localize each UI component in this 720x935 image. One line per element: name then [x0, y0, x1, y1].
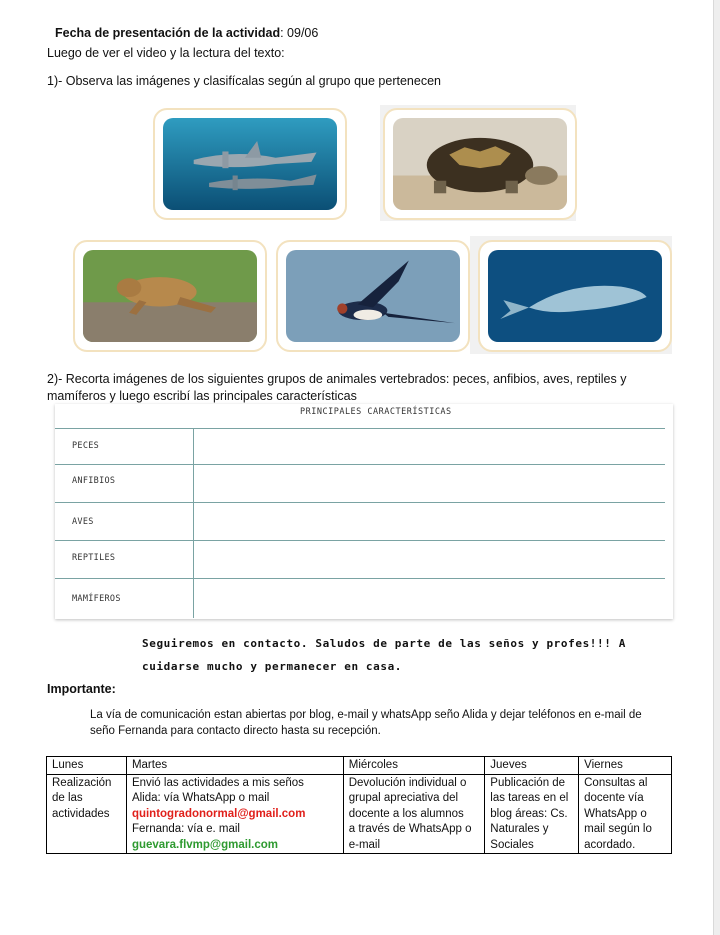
email-link-guevara[interactable]: guevara.flvmp@gmail.com — [131, 838, 279, 851]
question-1: 1)- Observa las imágenes y clasifícalas según al grupo que pertenecen — [47, 74, 441, 88]
closing-message-line1: Seguiremos en contacto. Saludos de parte de las seños y profes!!! A — [142, 637, 626, 650]
schedule-table — [46, 756, 672, 854]
row-label-peces: PECES — [72, 441, 100, 451]
cell-line: acordado. — [584, 838, 636, 851]
cell-line: mail según lo — [584, 823, 652, 835]
shark-image — [163, 118, 337, 210]
table-row — [47, 757, 672, 775]
cell-line: Envió las actividades a mis seños — [131, 776, 304, 789]
worksheet-rule — [55, 464, 665, 465]
worksheet-rule — [55, 428, 665, 429]
whale-image — [488, 250, 662, 342]
cell-line: Alida: vía WhatsApp o mail — [131, 792, 270, 804]
header-miercoles: Miércoles — [343, 757, 485, 775]
cell-line: Devolución individual o — [348, 776, 467, 789]
cell-line: blog áreas: Cs. — [490, 807, 568, 820]
image-frame-tortoise — [383, 108, 577, 220]
date-value: : 09/06 — [280, 26, 319, 40]
date-label: Fecha de presentación de la actividad — [55, 26, 281, 40]
date-line — [55, 25, 318, 41]
row-label-reptiles: REPTILES — [72, 553, 116, 563]
characteristics-worksheet — [55, 404, 673, 619]
worksheet-rule — [55, 502, 665, 503]
header-viernes: Viernes — [579, 757, 672, 775]
swallow-image — [286, 250, 460, 342]
cell-martes — [126, 774, 343, 854]
tortoise-image — [393, 118, 567, 210]
table-row — [47, 774, 672, 854]
worksheet-rule — [55, 540, 665, 541]
header-lunes: Lunes — [47, 757, 127, 775]
question-2-line2: mamíferos y luego escribí las principales características — [47, 389, 357, 403]
image-frame-swallow — [276, 240, 470, 352]
image-frame-whale — [478, 240, 672, 352]
row-label-anfibios: ANFIBIOS — [72, 476, 116, 486]
row-label-aves: AVES — [72, 517, 94, 527]
intro-text: Luego de ver el video y la lectura del texto: — [47, 46, 285, 60]
frog-image — [83, 250, 257, 342]
cell-line: Publicación de — [490, 776, 566, 789]
page-edge — [713, 0, 720, 935]
question-2-line1: 2)- Recorta imágenes de los siguientes grupos de animales vertebrados: peces, anfibios, aves, reptiles y — [47, 372, 627, 386]
worksheet-divider — [193, 428, 194, 618]
important-title: Importante: — [47, 682, 116, 696]
cell-line: las tareas en el — [490, 792, 569, 804]
cell-line: docente vía — [584, 792, 644, 804]
cell-line: Consultas al — [584, 776, 648, 789]
cell-line: actividades — [52, 807, 110, 820]
worksheet-header: PRINCIPALES CARACTERÍSTICAS — [300, 407, 452, 417]
cell-viernes — [579, 774, 672, 854]
cell-line: Naturales y — [490, 823, 549, 835]
closing-message-line2: cuidarse mucho y permanecer en casa. — [142, 660, 403, 673]
worksheet-rule — [55, 578, 665, 579]
header-martes: Martes — [126, 757, 343, 775]
row-label-mamiferos: MAMÍFEROS — [72, 594, 121, 604]
cell-jueves — [485, 774, 579, 854]
cell-line: Fernanda: vía e. mail — [131, 823, 240, 835]
cell-line: Sociales — [490, 838, 534, 851]
important-line1: La vía de comunicación estan abiertas por blog, e-mail y whatsApp seño Alida y dejar teléfonos en e-mail de — [90, 709, 642, 721]
cell-miercoles — [343, 774, 485, 854]
cell-line: e-mail — [348, 838, 381, 851]
image-frame-frog — [73, 240, 267, 352]
image-frame-shark — [153, 108, 347, 220]
email-link-quintogrado[interactable]: quintogradonormal@gmail.com — [131, 807, 306, 820]
header-jueves: Jueves — [485, 757, 579, 775]
cell-line: a través de WhatsApp o — [348, 823, 472, 835]
important-line2: seño Fernanda para contacto directo hasta su recepción. — [90, 725, 381, 737]
cell-lunes — [47, 774, 127, 854]
cell-line: de las — [52, 792, 83, 804]
cell-line: grupal apreciativa del — [348, 792, 459, 804]
cell-line: docente a los alumnos — [348, 807, 464, 820]
cell-line: WhatsApp o — [584, 807, 647, 820]
cell-line: Realización — [52, 776, 112, 789]
